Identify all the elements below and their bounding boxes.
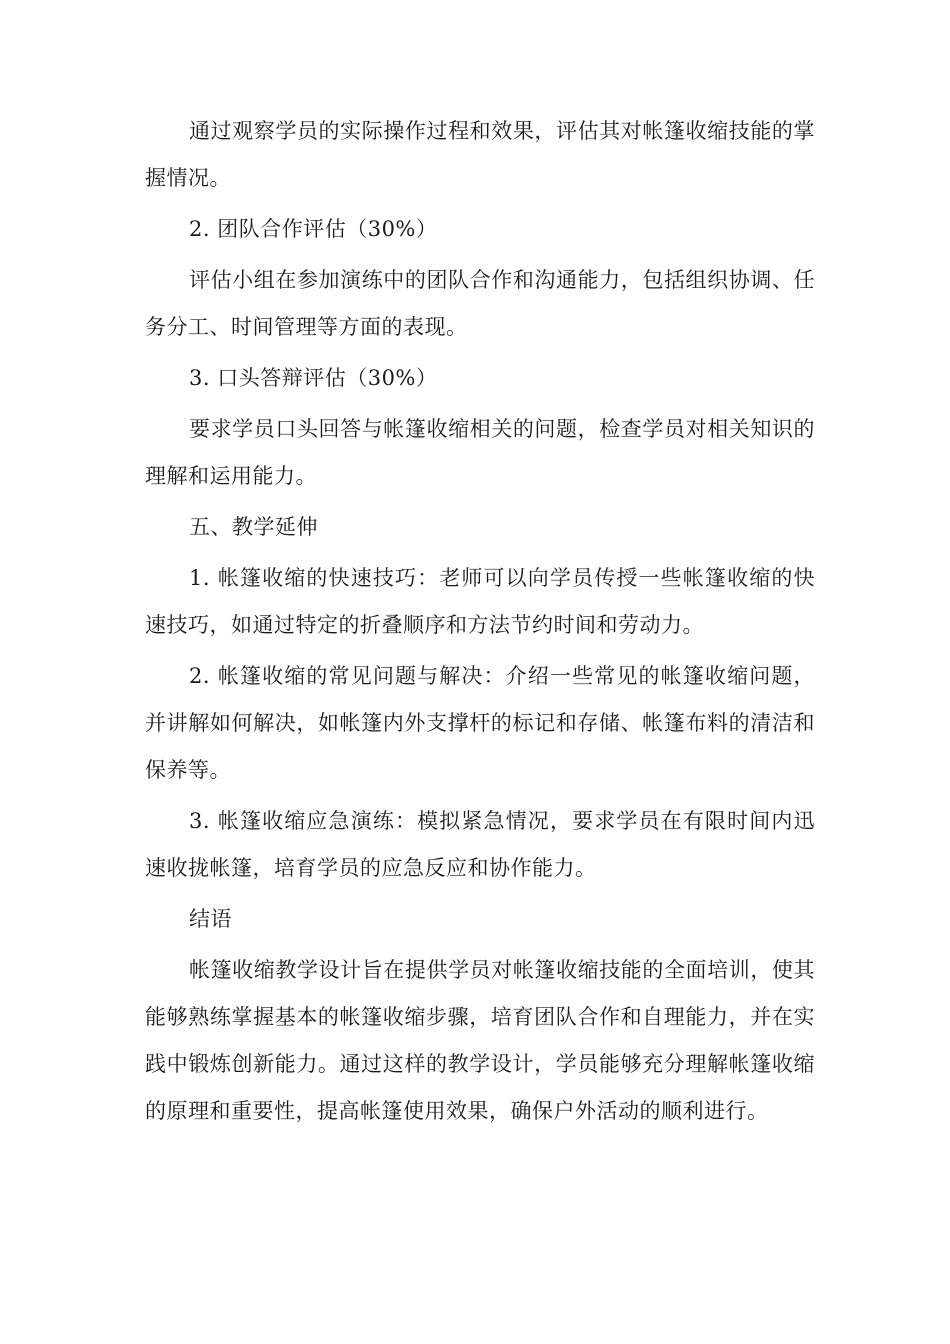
paragraph-extension-common-problems: 2. 帐篷收缩的常见问题与解决：介绍一些常见的帐篷收缩问题，并讲解如何解决，如帐篷内外支撑杆的标记和存储、帐篷布料的清洁和保养等。: [145, 664, 815, 782]
paragraph-extension-emergency-drill: 3. 帐篷收缩应急演练：模拟紧急情况，要求学员在有限时间内迅速收拢帐篷，培育学员的应急反应和协作能力。: [145, 809, 815, 880]
paragraph-teamwork-assessment: 评估小组在参加演练中的团队合作和沟通能力，包括组织协调、任务分工、时间管理等方面的表现。: [145, 268, 815, 339]
heading-oral-defense-assessment: 3. 口头答辩评估（30%）: [189, 366, 438, 390]
paragraph-extension-quick-tips: 1. 帐篷收缩的快速技巧：老师可以向学员传授一些帐篷收缩的快速技巧，如通过特定的折叠顺序和方法节约时间和劳动力。: [145, 566, 815, 637]
paragraph-oral-defense-assessment: 要求学员口头回答与帐篷收缩相关的问题，检查学员对相关知识的理解和运用能力。: [145, 417, 815, 488]
heading-teaching-extension: 五、教学延伸: [189, 515, 318, 539]
paragraph-conclusion: 帐篷收缩教学设计旨在提供学员对帐篷收缩技能的全面培训，使其能够熟练掌握基本的帐篷收缩步骤，培育团队合作和自理能力，并在实践中锻炼创新能力。通过这样的教学设计，学员能够充分理解帐篷收缩的原理和重要性，提高帐篷使用效果，确保户外活动的顺利进行。: [145, 958, 815, 1123]
paragraph-assessment-practical: 通过观察学员的实际操作过程和效果，评估其对帐篷收缩技能的掌握情况。: [145, 119, 815, 190]
heading-conclusion: 结语: [189, 907, 232, 931]
heading-teamwork-assessment: 2. 团队合作评估（30%）: [189, 217, 438, 241]
document-body: [145, 108, 815, 1135]
